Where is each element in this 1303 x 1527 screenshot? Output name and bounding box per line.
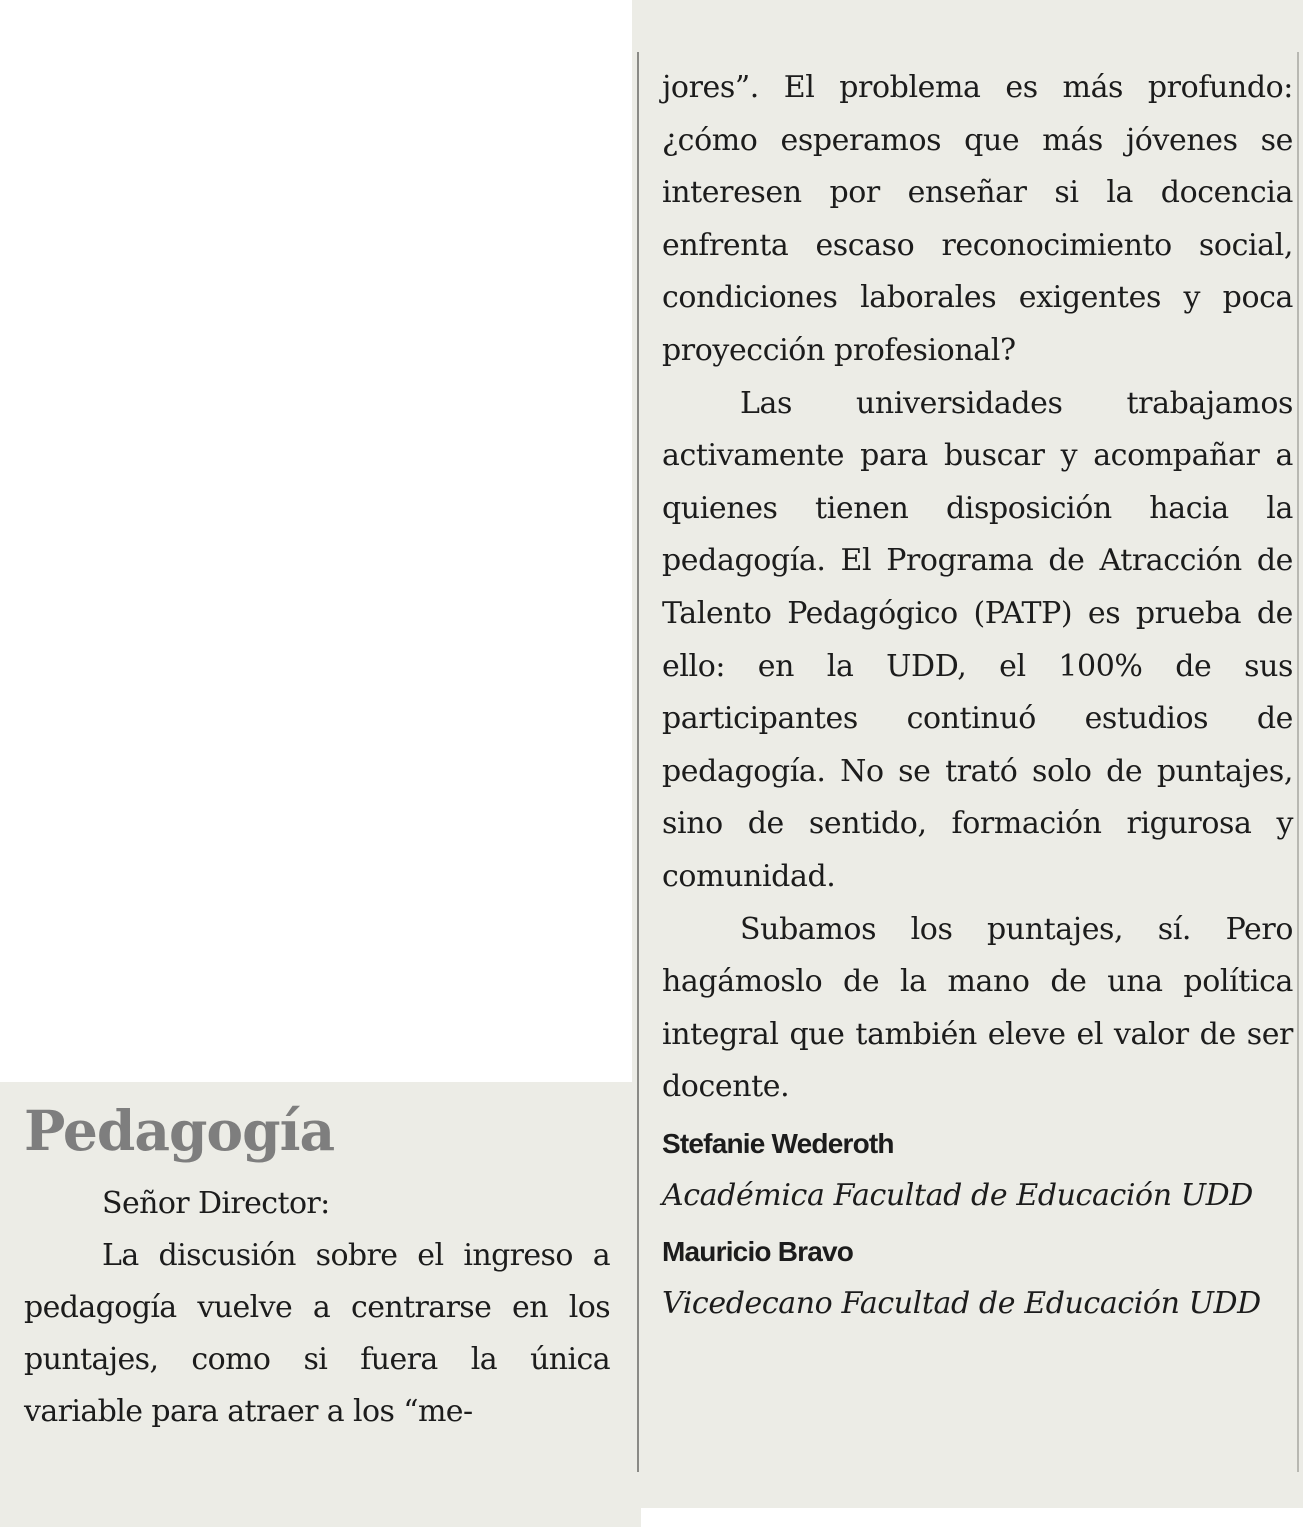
right-edge-rule [1297,52,1299,1472]
letter-paragraph-1: jores”. El problema es más profundo: ¿cómo esperamos que más jóvenes se interesen por enseñar si la docencia enfrenta escaso reconocimiento social, condiciones laborales exigentes y poca proyección profesional? [662,70,1293,368]
letter-salutation: Señor Director: [102,1186,330,1221]
letter-paragraph-2: Las universidades trabajamos activamente para buscar y acompañar a quienes tienen disposición hacia la pedagogía. El Programa de Atracción de Talento Pedagógico (PATP) es prueba de ello: en la UDD, el 100% de sus participantes continuó estudios de pedagogía. No se trató solo de puntajes, sino de sentido, formación rigurosa y comunidad. [662,385,1293,894]
letter-paragraph-lead: La discusión sobre el ingreso a pedagogía vuelve a centrarse en los puntajes, como si fuera la única variable para atraer a los “me- [24,1238,610,1429]
signature-role: Vicedecano Facultad de Educación UDD [662,1286,1261,1322]
letter-headline: Pedagogía [24,1098,335,1163]
column-divider [637,52,639,1472]
signature-role: Académica Facultad de Educación UDD [662,1177,1253,1213]
letter-column-left [24,1092,610,1438]
signature-name: Mauricio Bravo [662,1236,854,1268]
signature-name: Stefanie Wederoth [662,1127,894,1159]
letter-paragraph-3: Subamos los puntajes, sí. Pero hagámoslo de la mano de una política integral que también eleve el valor de ser docente. [662,911,1293,1105]
letter-column-right [662,62,1293,1331]
